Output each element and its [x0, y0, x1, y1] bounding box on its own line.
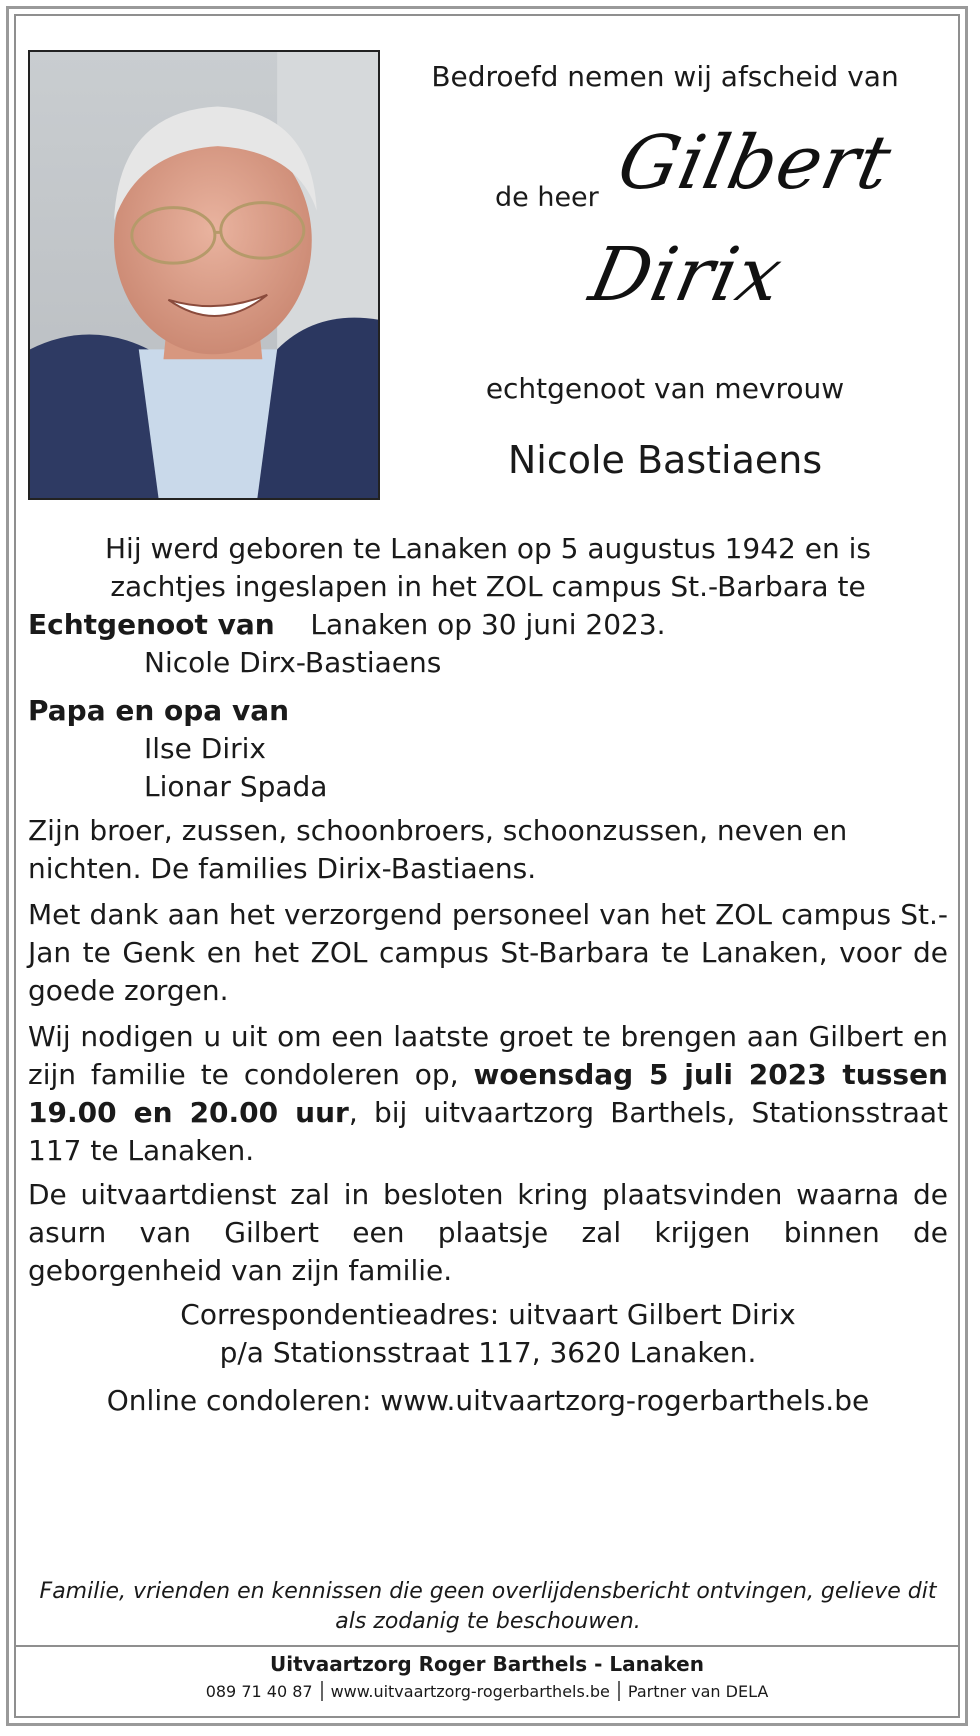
footer-contact: [14, 1681, 960, 1701]
intro-text: Bedroefd nemen wij afscheid van: [431, 60, 899, 93]
spouse-label: Echtgenoot van: [28, 608, 275, 641]
name-block: [400, 120, 930, 230]
visitation-text: [28, 1018, 948, 1170]
title-prefix: de heer: [495, 182, 599, 213]
footer-divider: [14, 1645, 960, 1647]
child-entry: Lionar Spada: [144, 770, 328, 803]
spouse-entry: Nicole Dirx-Bastiaens: [144, 646, 442, 679]
last-name: Dirix: [582, 232, 790, 318]
visitation-intro: Wij nodigen u uit om een laatste groet te brengen aan Gilbert en zijn familie te condoleren op,: [28, 1020, 948, 1091]
spouse-name: Nicole Bastiaens: [507, 438, 823, 482]
children-section: [28, 692, 948, 806]
footer-website: www.uitvaartzorg-rogerbarthels.be: [330, 1682, 610, 1701]
footer-partner: Partner van DELA: [627, 1682, 769, 1701]
footer-phone: 089 71 40 87: [205, 1682, 313, 1701]
portrait-photo: [28, 50, 380, 500]
children-label: Papa en opa van: [28, 694, 290, 727]
spouse-prefix: echtgenoot van mevrouw: [485, 372, 845, 405]
correspondence-line1: Correspondentieadres: uitvaart Gilbert Dirix: [180, 1298, 796, 1331]
visitation-datetime: woensdag 5 juli 2023 tussen 19.00 en 20.00 uur: [28, 1058, 948, 1129]
online-condolence: Online condoleren: www.uitvaartzorg-rogerbarthels.be: [106, 1384, 870, 1417]
thanks-text: Met dank aan het verzorgend personeel van het ZOL campus St.-Jan te Genk en het ZOL campus St-Barbara te Lanaken, voor de goede zorgen.: [28, 898, 948, 1007]
spouse-section: [28, 606, 948, 682]
visitation-location: , bij uitvaartzorg Barthels, Stationsstraat 117 te Lanaken.: [28, 1096, 948, 1167]
correspondence-block: [28, 1296, 948, 1372]
relatives-text: Zijn broer, zussen, schoonbroers, schoonzussen, neven en nichten. De families Dirix-Bastiaens.: [28, 814, 848, 885]
separator: [321, 1681, 323, 1701]
separator: [618, 1681, 620, 1701]
first-name: Gilbert: [610, 120, 899, 206]
notice-text: Familie, vrienden en kennissen die geen overlijdensbericht ontvingen, gelieve dit als zodanig te beschouwen.: [39, 1579, 937, 1634]
child-entry: Ilse Dirix: [144, 732, 266, 765]
correspondence-line2: p/a Stationsstraat 117, 3620 Lanaken.: [219, 1336, 757, 1369]
service-text: De uitvaartdienst zal in besloten kring plaatsvinden waarna de asurn van Gilbert een plaatsje zal krijgen binnen de geborgenheid van zijn familie.: [28, 1178, 948, 1287]
birth-death-text: Hij werd geboren te Lanaken op 5 augustus 1942 en is zachtjes ingeslapen in het ZOL campus St.-Barbara te Lanaken op 30 juni 2023.: [104, 532, 871, 641]
footer-company: Uitvaartzorg Roger Barthels - Lanaken: [270, 1652, 704, 1676]
